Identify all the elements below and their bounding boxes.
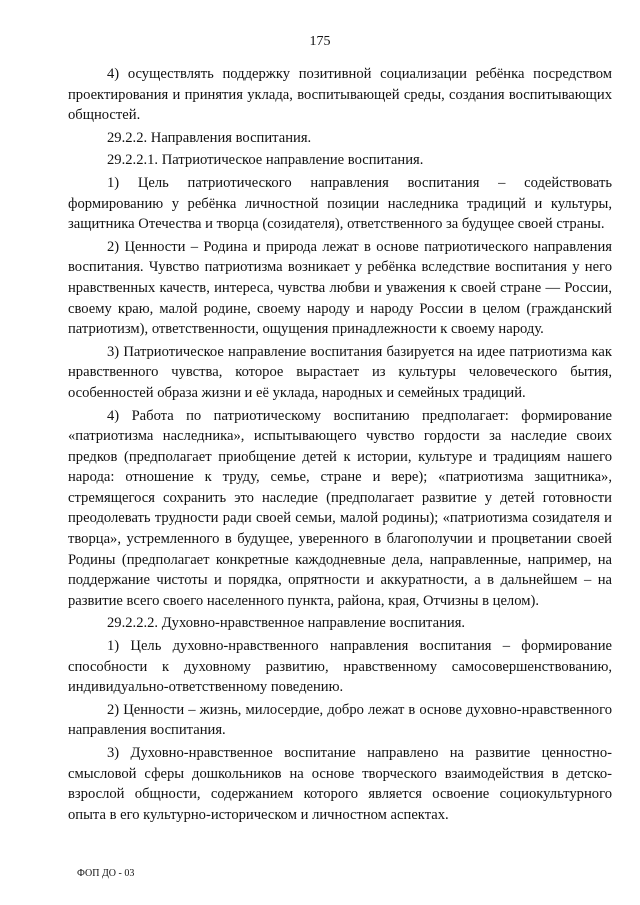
paragraph-patriotic-work: 4) Работа по патриотическому воспитанию предполагает: формирование «патриотизма наследника», испытывающего чувство гордости за наследие своих предков (предполагает приобщение детей к истории, культуре и традициям нашего народа: отношение к труду, семье, стране и вере); «патриотизма защитника», стремящегося сохранить это наследие (предполагает развитие у детей готовности преодолевать трудности ради своей семьи, малой родины); «патриотизма созидателя и творца», устремленного в будущее, уверенного в благополучии и процветании своей Родины (предполагает конкретные каждодневные дела, направленные, например, на поддержание чистоты и порядка, опрятности и аккуратности, а в дальнейшем – на развитие всего своего населенного пункта, района, края, Отчизны в целом). [68, 407, 612, 609]
paragraph-patriotic-values: 2) Ценности – Родина и природа лежат в основе патриотического направления воспитания. Чувство патриотизма возникает у ребёнка вследствие воспитания у него нравственных качеств, интереса, чувства любви и уважения к своей стране — России, своему краю, малой родине, своему народу и народу России в целом (гражданский патриотизм), ответственности, ощущения принадлежности к своему народу. [68, 238, 612, 338]
section-heading-29-2-2: 29.2.2. Направления воспитания. [107, 129, 312, 146]
paragraph-task-4: 4) осуществлять поддержку позитивной социализации ребёнка посредством проектирования и принятия уклада, воспитывающей среды, создания воспитывающих общностей. [68, 66, 612, 124]
paragraph-spiritual-education: 3) Духовно-нравственное воспитание направлено на развитие ценностно-смысловой сферы дошкольников на основе творческого взаимодействия в детско-взрослой общности, содержанием которого является освоение социокультурного опыта в его культурно-историческом и личностном аспектах. [68, 745, 612, 823]
paragraph-patriotic-goal: 1) Цель патриотического направления воспитания – содействовать формированию у ребёнка личностной позиции наследника традиций и культуры, защитника Отечества и творца (созидателя), ответственного за будущее своей страны. [68, 174, 612, 233]
paragraph-spiritual-goal: 1) Цель духовно-нравственного направления воспитания – формирование способности к духовному развитию, нравственному самосовершенствованию, индивидуально-ответственному поведению. [68, 638, 612, 696]
page-number: 175 [309, 34, 331, 49]
page-content [68, 64, 612, 827]
paragraph-spiritual-values: 2) Ценности – жизнь, милосердие, добро лежат в основе духовно-нравственного направления воспитания. [68, 701, 612, 739]
section-heading-29-2-2-2: 29.2.2.2. Духовно-нравственное направление воспитания. [107, 615, 466, 632]
section-heading-29-2-2-1: 29.2.2.1. Патриотическое направление воспитания. [107, 152, 424, 169]
paragraph-patriotic-basis: 3) Патриотическое направление воспитания базируется на идее патриотизма как нравственного чувства, которое вырастает из культуры человеческого бытия, особенностей образа жизни и её уклада, народных и семейных традиций. [68, 343, 612, 401]
page-footer: ФОП ДО - 03 [77, 868, 135, 879]
